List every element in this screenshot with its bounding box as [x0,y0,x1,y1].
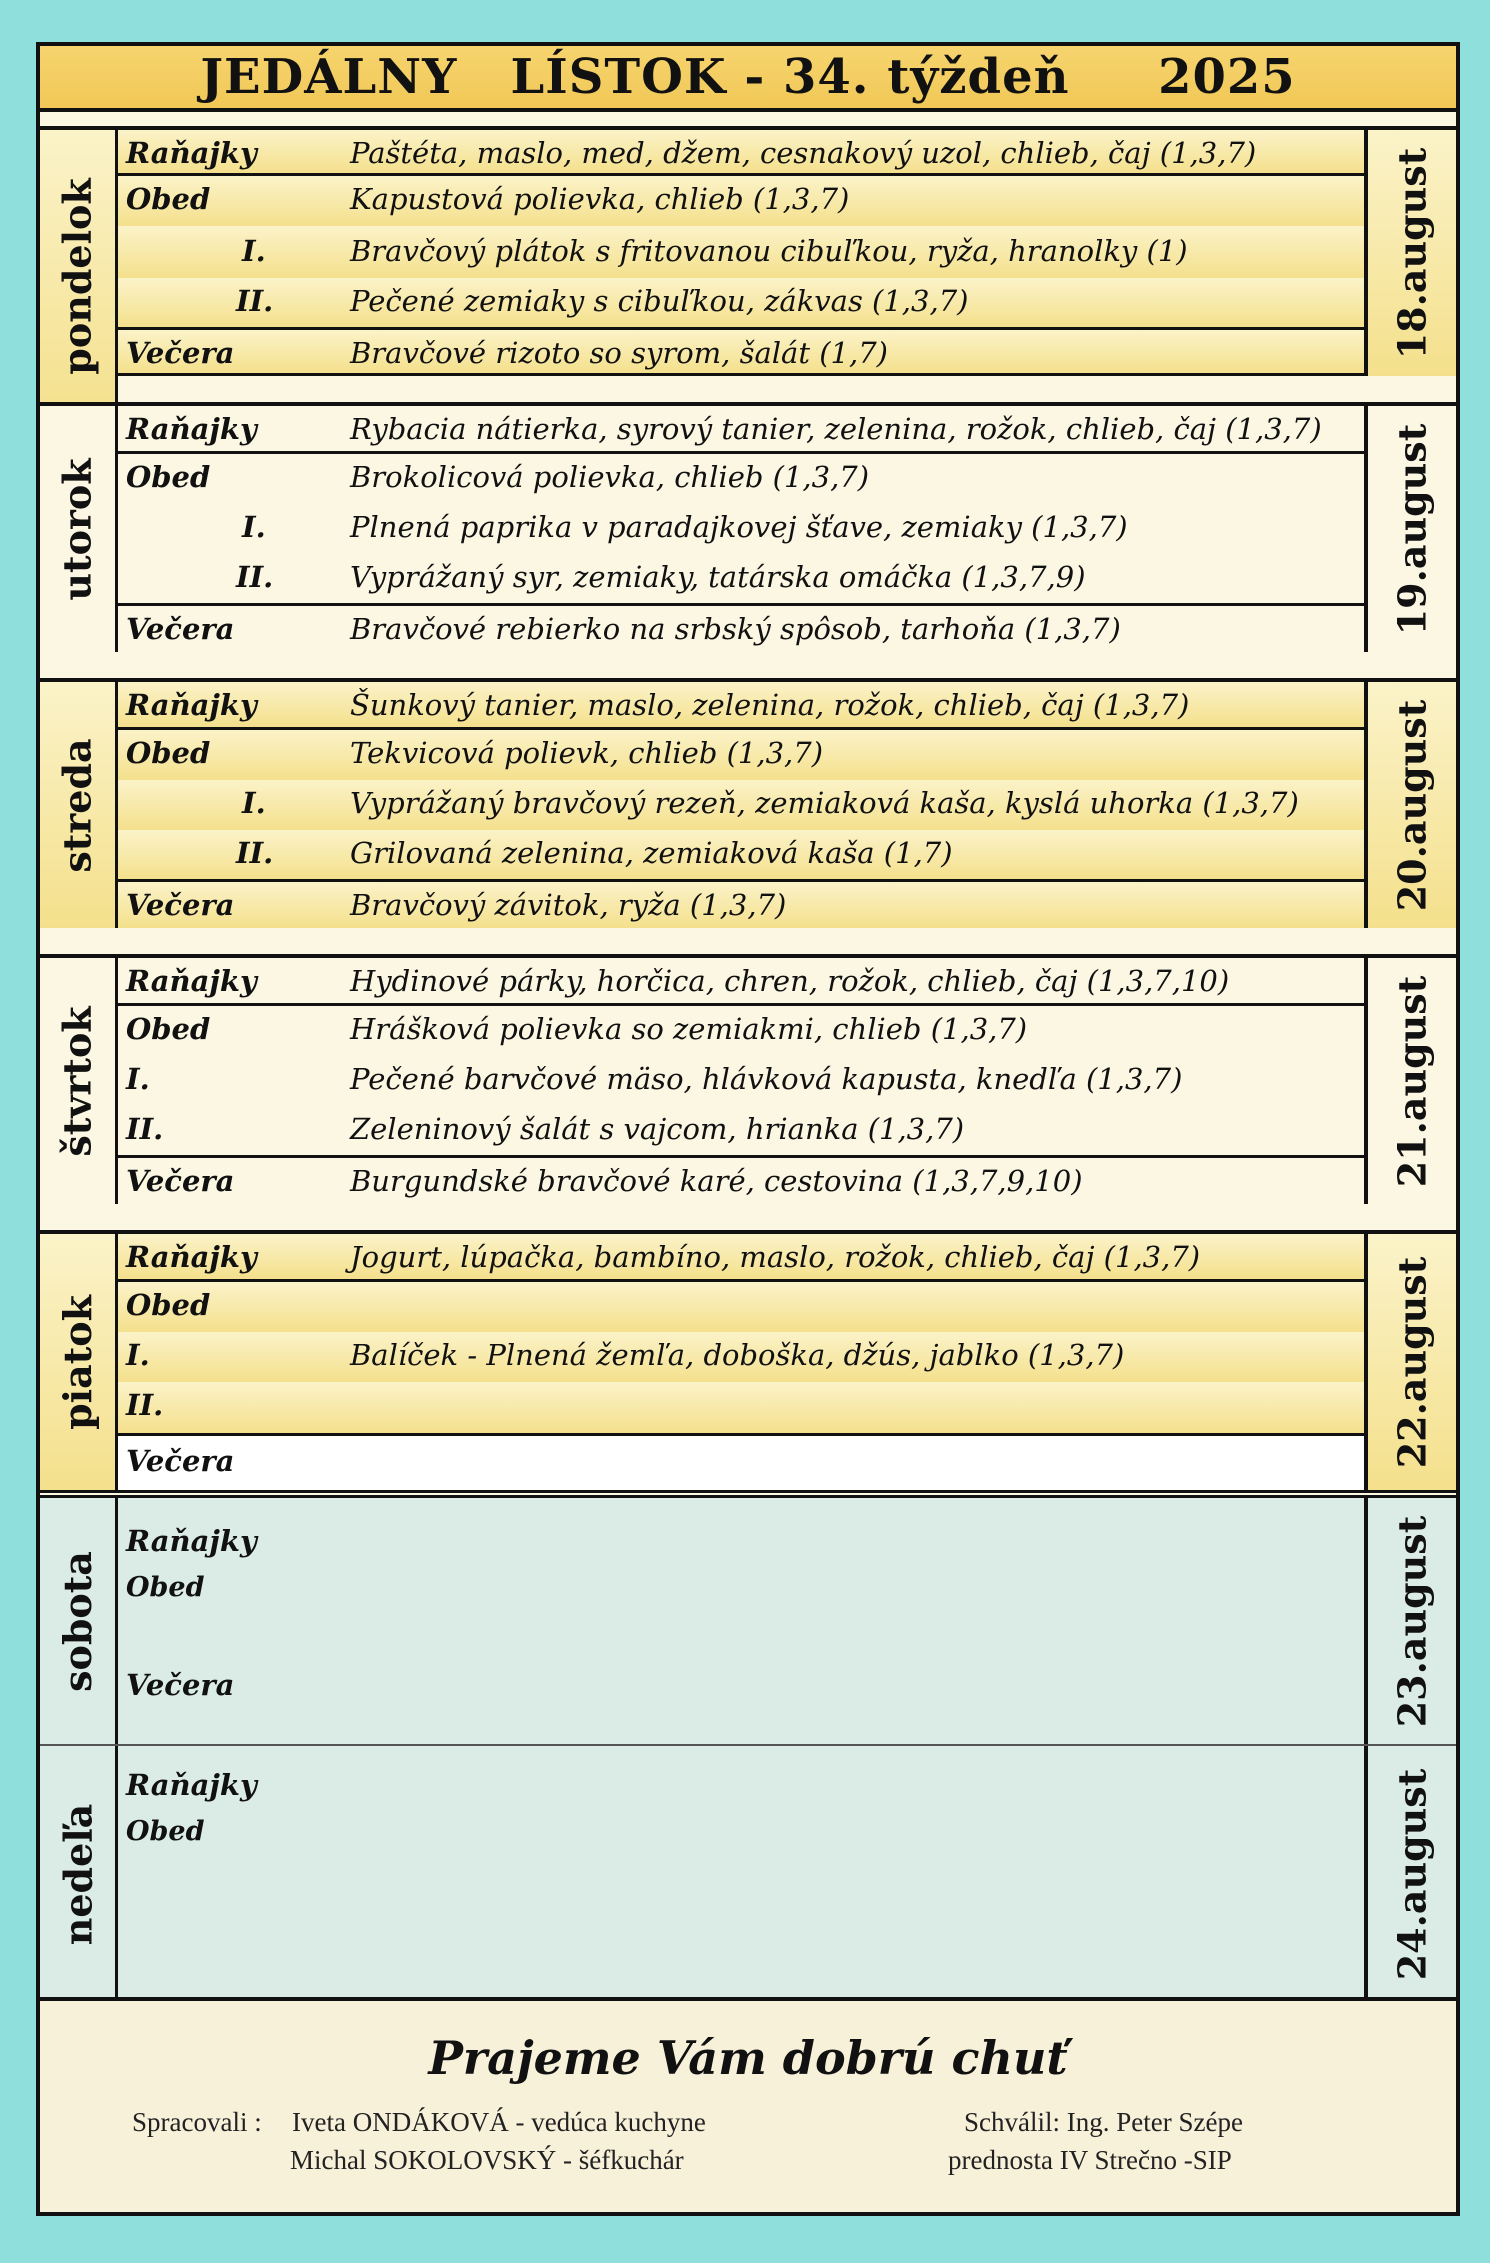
meals [118,406,1364,699]
meal-row-lunch: Obed [118,1282,1364,1332]
day-date: 21.august [1364,958,1456,1204]
meals [118,130,1364,423]
day-date: 23.august [1364,1498,1456,1744]
meal-row-lunch: Obed Tekvicová polievk, chlieb (1,3,7) [118,730,1364,780]
slogan: Prajeme Vám dobrú chuť [428,2031,1068,2085]
meal-row-option-2: II. [118,1382,1364,1436]
meal-row-option-2: II. Zeleninový šalát s vajcom, hrianka (1,3,7) [118,1106,1364,1158]
meal-row-breakfast: Raňajky Paštéta, maslo, med, džem, cesnakový uzol, chlieb, čaj (1,3,7) [118,130,1364,176]
meal-row-dinner: Večera Bravčový závitok, ryža (1,3,7) [118,882,1364,928]
meal-row-breakfast: Raňajky Hydinové párky, horčica, chren, rožok, chlieb, čaj (1,3,7,10) [118,958,1364,1006]
footer [40,1997,1456,2212]
meal-row-lunch: Obed [126,1572,205,1603]
meal-row-dinner: Večera Bravčové rebierko na srbský spôsob, tarhoňa (1,3,7) [118,606,1364,652]
menu-sheet [36,42,1460,2216]
day-nedela [40,1744,1456,2003]
day-piatok [40,1230,1456,1490]
meal-row-dinner: Večera Burgundské bravčové karé, cestovina (1,3,7,9,10) [118,1158,1364,1204]
day-date: 18.august [1364,130,1456,376]
meals [118,1498,1364,1744]
meal-row-breakfast: Raňajky Šunkový tanier, maslo, zelenina, rožok, chlieb, čaj (1,3,7) [118,682,1364,730]
meals [118,1746,1364,2003]
meal-row-lunch: Obed Kapustová polievka, chlieb (1,3,7) [118,176,1364,226]
prepared-by-2: Michal SOKOLOVSKÝ - šéfkuchár [290,2145,684,2175]
meal-row-breakfast: Raňajky [126,1524,257,1558]
meal-row-dinner: Večera Bravčové rizoto so syrom, šalát (1,7) [118,330,1364,376]
day-sobota [40,1490,1456,1744]
meal-row-lunch: Obed Hrášková polievka so zemiakmi, chlieb (1,3,7) [118,1006,1364,1056]
day-date: 19.august [1364,406,1456,652]
meal-row-option-2: II. Vyprážaný syr, zemiaky, tatárska omáčka (1,3,7,9) [118,554,1364,606]
prepared-by-1: Iveta ONDÁKOVÁ - vedúca kuchyne [292,2107,706,2137]
day-pondelok [40,126,1456,423]
day-name: piatok [40,1234,118,1490]
meal-row-dinner: Večera [118,1436,1364,1490]
day-name: štvrtok [40,958,118,1204]
meals [118,958,1364,1251]
meal-row-option-1: I. Balíček - Plnená žemľa, doboška, džús, jablko (1,3,7) [118,1332,1364,1382]
day-name: streda [40,682,118,928]
day-name: sobota [40,1498,118,1744]
approved-by-1: Schválil: Ing. Peter Szépe [964,2107,1243,2137]
meals [118,1234,1364,1490]
meal-row-option-2: II. Pečené zemiaky s cibuľkou, zákvas (1,3,7) [118,278,1364,330]
meal-row-dinner: Večera [126,1668,235,1702]
meal-row-breakfast: Raňajky [126,1768,257,1802]
day-name: utorok [40,406,118,652]
meal-row-option-1: I. Vyprážaný bravčový rezeň, zemiaková kaša, kyslá uhorka (1,3,7) [118,780,1364,830]
day-date: 20.august [1364,682,1456,928]
meal-row-option-1: I. Bravčový plátok s fritovanou cibuľkou, ryža, hranolky (1) [118,226,1364,278]
day-name: pondelok [40,130,118,423]
meal-row-breakfast: Raňajky Jogurt, lúpačka, bambíno, maslo, rožok, chlieb, čaj (1,3,7) [118,1234,1364,1282]
meals [118,682,1364,975]
prepared-label: Spracovali : [132,2107,262,2137]
meal-row-option-2: II. Grilovaná zelenina, zemiaková kaša (1,7) [118,830,1364,882]
meal-row-option-1: I. Pečené barvčové mäso, hlávková kapusta, knedľa (1,3,7) [118,1056,1364,1106]
menu-title: JEDÁLNY LÍSTOK - 34. týždeň 2025 [40,46,1456,112]
day-date: 22.august [1364,1234,1456,1490]
day-utorok [40,402,1456,699]
day-name: nedeľa [40,1746,118,2003]
day-streda [40,678,1456,975]
approved-by-2: prednosta IV Strečno -SIP [948,2145,1232,2175]
meal-row-lunch: Obed [126,1816,205,1847]
day-stvrtok [40,954,1456,1251]
day-date: 24.august [1364,1746,1456,2003]
meal-row-lunch: Obed Brokolicová polievka, chlieb (1,3,7) [118,454,1364,504]
meal-row-option-1: I. Plnená paprika v paradajkovej šťave, zemiaky (1,3,7) [118,504,1364,554]
meal-row-breakfast: Raňajky Rybacia nátierka, syrový tanier, zelenina, rožok, chlieb, čaj (1,3,7) [118,406,1364,454]
